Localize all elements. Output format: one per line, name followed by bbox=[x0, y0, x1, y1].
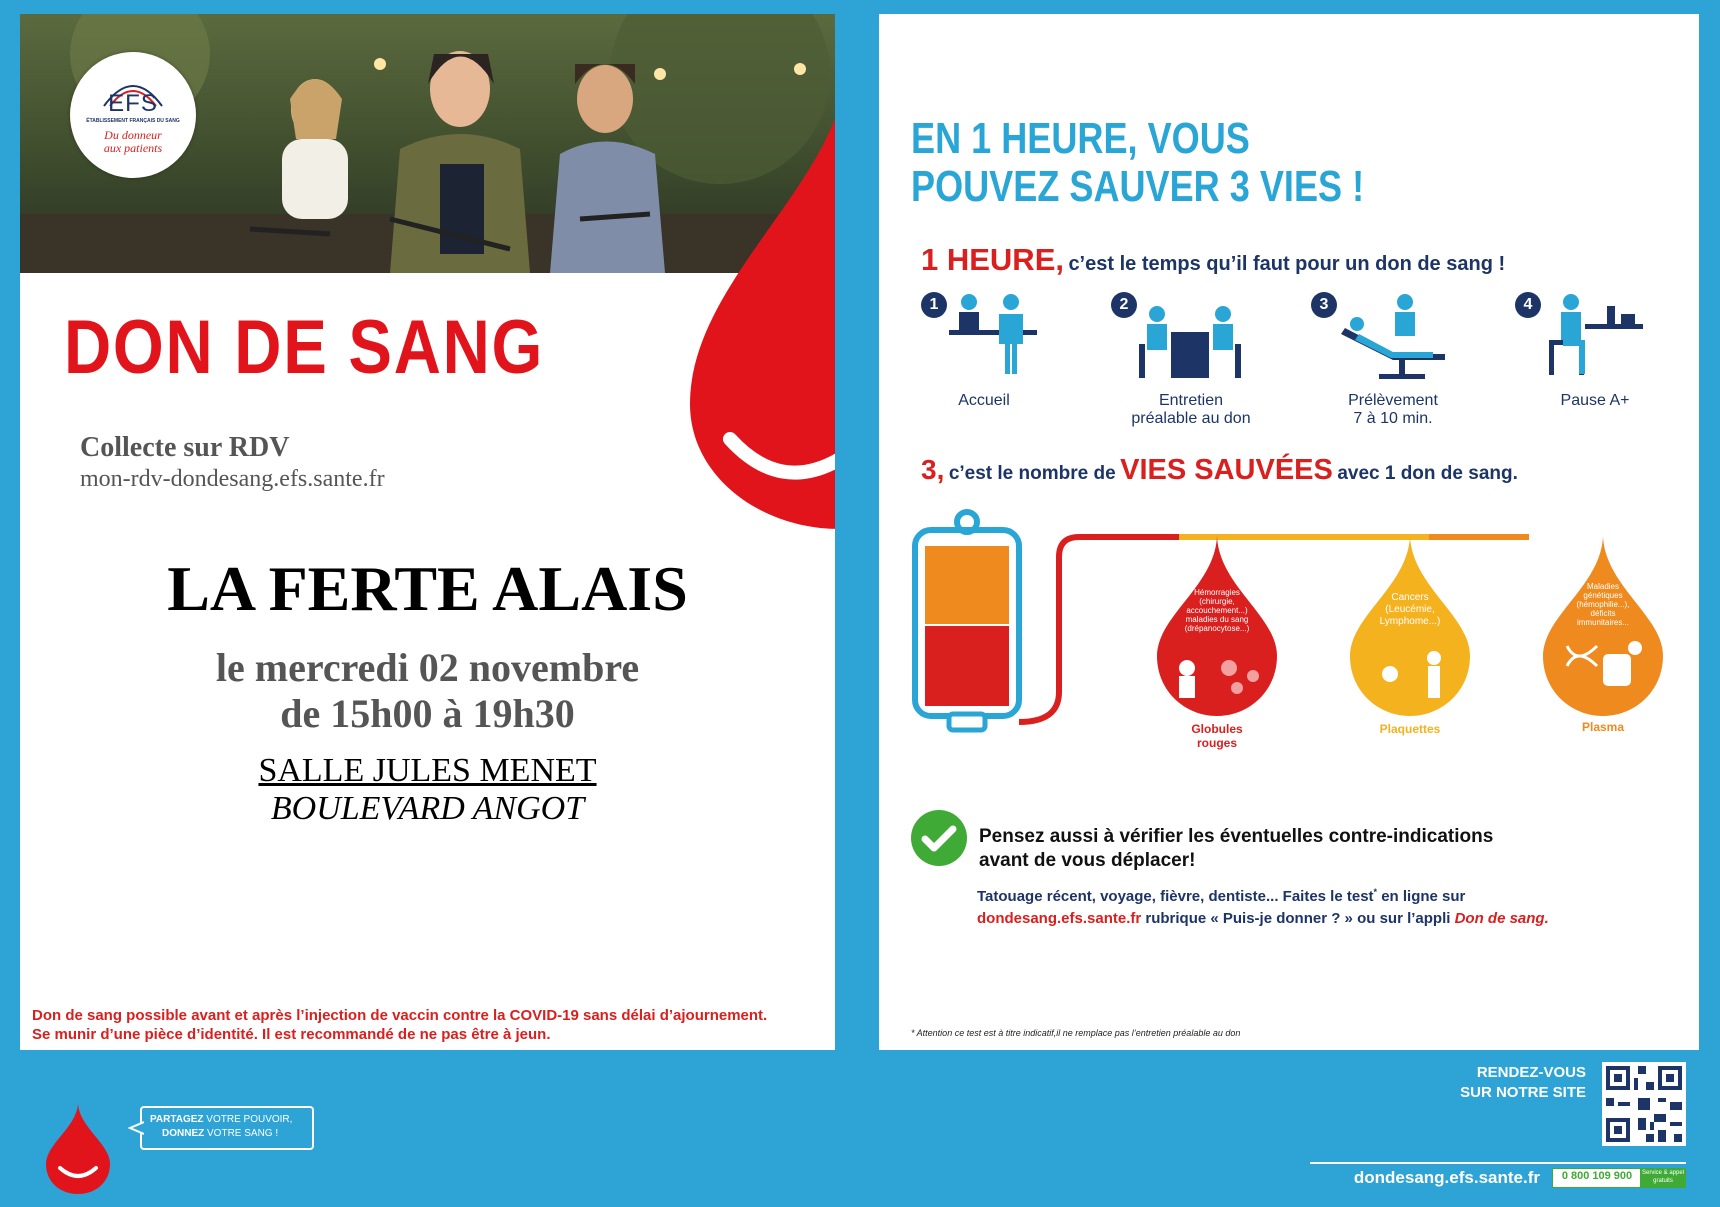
share-bold-2: DONNEZ bbox=[162, 1128, 205, 1139]
phone-number: 0 800 109 900 bbox=[1561, 1170, 1633, 1182]
left-footnote-2: Se munir d’une pièce d’identité. Il est recommandé de ne pas être à jeun. bbox=[32, 1026, 551, 1043]
right-panel bbox=[879, 14, 1699, 1050]
phone-note-2: gratuits bbox=[1653, 1178, 1673, 1184]
step-number-badge: 1 bbox=[921, 292, 947, 318]
efs-subtitle: ÉTABLISSEMENT FRANÇAIS DU SANG bbox=[86, 118, 180, 124]
share-rest-2: VOTRE SANG ! bbox=[204, 1128, 279, 1139]
appointment-label: Collecte sur RDV bbox=[80, 432, 290, 463]
drop-line: Cancers bbox=[1391, 592, 1429, 603]
check-title-1: Pensez aussi à vérifier les éventuelles contre-indications bbox=[979, 826, 1494, 847]
lives-line bbox=[921, 454, 1518, 487]
phone-note-1: Service & appel bbox=[1641, 1170, 1685, 1176]
left-footnote-1: Don de sang possible avant et après l’injection de vaccin contre la COVID-19 sans délai d’ajournement. bbox=[32, 1007, 768, 1024]
step-number-badge: 3 bbox=[1311, 292, 1337, 318]
efs-tagline-2: aux patients bbox=[103, 141, 163, 155]
drop-caption-yellow: Plaquettes bbox=[1379, 722, 1441, 736]
interview-icon bbox=[1137, 304, 1243, 380]
drop-caption-orange: Plasma bbox=[1581, 720, 1625, 734]
drop-caption-red: Globules bbox=[1191, 722, 1243, 736]
info-text: Tatouage récent, voyage, fièvre, dentiste... Faites le test bbox=[977, 888, 1374, 905]
step-label-2: préalable au don bbox=[1131, 410, 1251, 427]
orange-drop-text bbox=[1555, 582, 1651, 627]
check-title-2: avant de vous déplacer! bbox=[979, 850, 1196, 871]
step-number-badge: 4 bbox=[1515, 292, 1541, 318]
info-line-2 bbox=[977, 910, 1549, 927]
drop-line: (Leucémie, bbox=[1385, 604, 1435, 615]
lives-text-after: avec 1 don de sang. bbox=[1337, 463, 1518, 484]
phone-note bbox=[1640, 1168, 1686, 1188]
footer-site-link[interactable]: dondesang.efs.sante.fr bbox=[1353, 1168, 1540, 1187]
efs-brand: EFS bbox=[108, 90, 158, 117]
event-date: le mercredi 02 novembre bbox=[215, 645, 640, 690]
share-line-2 bbox=[162, 1128, 278, 1139]
drop-line: déficits bbox=[1590, 609, 1616, 618]
visit-line-2: SUR NOTRE SITE bbox=[1460, 1084, 1586, 1101]
qr-code-icon[interactable] bbox=[1602, 1062, 1686, 1146]
right-footnote: * Attention ce test est à titre indicatif,il ne remplace pas l’entretien préalable au don bbox=[911, 1028, 1241, 1038]
drop-line: (hémophilie...), bbox=[1576, 600, 1630, 609]
efs-tagline-1: Du donneur bbox=[104, 128, 162, 142]
blood-drop-smile-icon bbox=[670, 104, 835, 534]
share-rest-1: VOTRE POUVOIR, bbox=[203, 1114, 293, 1125]
step-label: Pause A+ bbox=[1560, 392, 1630, 409]
share-line-1 bbox=[150, 1114, 292, 1125]
hour-line bbox=[921, 242, 1505, 278]
share-bold-1: PARTAGEZ bbox=[150, 1114, 204, 1125]
venue-street: BOULEVARD ANGOT bbox=[270, 790, 585, 827]
yellow-drop-text bbox=[1362, 592, 1458, 628]
step-label-2: 7 à 10 min. bbox=[1353, 410, 1433, 427]
info-star: * bbox=[1373, 887, 1378, 897]
drop-line: Maladies bbox=[1586, 582, 1619, 591]
event-hours: de 15h00 à 19h30 bbox=[280, 691, 575, 736]
phone-box[interactable] bbox=[1552, 1168, 1642, 1188]
drop-caption-red-2: rouges bbox=[1196, 736, 1237, 750]
lives-text-before: c’est le nombre de bbox=[948, 463, 1116, 484]
info-line-1 bbox=[977, 887, 1465, 905]
info-site-link[interactable]: dondesang.efs.sante.fr bbox=[977, 910, 1142, 927]
efs-logo bbox=[70, 52, 196, 178]
step-label: Accueil bbox=[958, 392, 1010, 409]
blood-draw-icon bbox=[1339, 292, 1449, 382]
check-icon bbox=[911, 810, 967, 866]
page-title: DON DE SANG bbox=[64, 305, 545, 390]
share-bubble bbox=[140, 1106, 314, 1150]
visit-line-1: RENDEZ-VOUS bbox=[1476, 1064, 1586, 1081]
footer-divider bbox=[1310, 1162, 1686, 1164]
info-app: Don de sang. bbox=[1454, 910, 1549, 927]
footer-blood-drop-icon bbox=[46, 1104, 110, 1194]
drop-line: génétiques bbox=[1583, 591, 1623, 600]
drop-line: Lymphome...) bbox=[1379, 616, 1441, 627]
venue-name: SALLE JULES MENET bbox=[258, 752, 597, 789]
drop-line: immunitaires... bbox=[1576, 618, 1629, 627]
headline-1: EN 1 HEURE, VOUS bbox=[911, 114, 1250, 163]
step-number-badge: 2 bbox=[1111, 292, 1137, 318]
drop-line: (chirurgie, bbox=[1199, 597, 1235, 606]
reception-icon bbox=[949, 292, 1039, 376]
drop-line: maladies du sang bbox=[1185, 615, 1249, 624]
snack-break-icon bbox=[1541, 292, 1645, 382]
hour-text: c’est le temps qu’il faut pour un don de sang ! bbox=[1068, 253, 1506, 275]
appointment-url[interactable]: mon-rdv-dondesang.efs.sante.fr bbox=[80, 466, 385, 492]
step-3 bbox=[1311, 288, 1471, 428]
step-label: Entretien bbox=[1158, 392, 1224, 409]
step-label: Prélèvement bbox=[1348, 392, 1438, 409]
bubble-tail-icon bbox=[128, 1120, 144, 1136]
info-text-end: en ligne sur bbox=[1377, 888, 1466, 905]
drop-line: accouchement...) bbox=[1186, 606, 1248, 615]
step-2 bbox=[1111, 288, 1261, 428]
red-drop-text bbox=[1169, 588, 1265, 633]
step-4 bbox=[1515, 288, 1675, 428]
city-name: LA FERTE ALAIS bbox=[167, 553, 688, 624]
lives-number: 3, bbox=[921, 454, 945, 485]
step-1 bbox=[909, 288, 1059, 428]
info-middle: rubrique « Puis-je donner ? » ou sur l’appli bbox=[1141, 910, 1455, 927]
drop-line: (drépanocytose...) bbox=[1184, 624, 1250, 633]
drop-line: Hémorragies bbox=[1194, 588, 1240, 597]
hour-emphasis: 1 HEURE, bbox=[921, 242, 1064, 277]
lives-emphasis: VIES SAUVÉES bbox=[1120, 454, 1333, 486]
headline-2: POUVEZ SAUVER 3 VIES ! bbox=[911, 162, 1365, 211]
left-panel bbox=[20, 14, 835, 1050]
